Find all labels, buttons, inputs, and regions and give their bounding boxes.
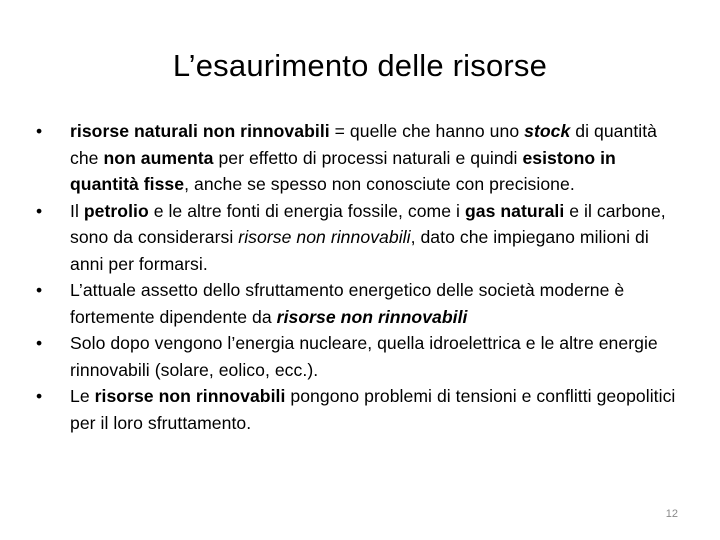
bullet-text-run: , dato che impiegano milioni di anni per formarsi. bbox=[70, 227, 649, 274]
bullet-text-run: = quelle che hanno uno bbox=[329, 121, 525, 141]
bullet-text-run: non aumenta bbox=[103, 147, 214, 168]
bullet-text-run: pongono problemi di tensioni e conflitti geopolitici per il loro sfruttamento. bbox=[70, 386, 676, 433]
page-number: 12 bbox=[665, 508, 678, 520]
bullet-text-run: e il carbone, sono da considerarsi bbox=[70, 200, 666, 247]
bullet-marker: • bbox=[36, 121, 43, 141]
bullet-text-run: per effetto di processi naturali e quindi bbox=[213, 147, 523, 168]
bullet-text-run: Solo dopo vengono l’energia nucleare, quella idroelettrica e le altre energie rinnovabili (solare, eolico, ecc.). bbox=[70, 333, 658, 380]
bullet-text-run: risorse non rinnovabili bbox=[238, 227, 411, 247]
bullet-marker: • bbox=[36, 280, 43, 300]
bullet-text-run: Il bbox=[70, 200, 84, 221]
bullet-text-run: stock bbox=[524, 121, 571, 141]
bullet-item bbox=[36, 383, 686, 436]
bullet-text-run: risorse naturali non rinnovabili bbox=[70, 121, 330, 141]
slide-title: L’esaurimento delle risorse bbox=[172, 48, 548, 83]
bullet-text-run: gas naturali bbox=[464, 200, 565, 221]
bullet-text-run: petrolio bbox=[83, 200, 149, 221]
bullet-marker: • bbox=[36, 386, 43, 406]
bullet-text-run: , anche se spesso non conosciute con precisione. bbox=[184, 174, 575, 194]
bullet-text-run: risorse non rinnovabili bbox=[276, 306, 468, 327]
bullet-item bbox=[36, 330, 686, 383]
bullet-item bbox=[36, 198, 686, 278]
bullet-text-run: di quantità che bbox=[70, 121, 658, 168]
bullet-text-run: esistono in quantità fisse bbox=[70, 147, 616, 194]
bullet-item bbox=[36, 118, 686, 198]
bullet-text-run: Le bbox=[70, 386, 95, 406]
bullet-text-run: e le altre fonti di energia fossile, come i bbox=[148, 200, 465, 221]
bullet-marker: • bbox=[36, 200, 43, 221]
bullet-text-run: L’attuale assetto dello sfruttamento energetico delle società moderne è fortemente dipendente da bbox=[70, 280, 625, 327]
bullet-marker: • bbox=[36, 333, 43, 353]
bullet-list bbox=[36, 118, 686, 436]
bullet-text-run: risorse non rinnovabili bbox=[94, 386, 286, 406]
bullet-item bbox=[36, 277, 686, 330]
